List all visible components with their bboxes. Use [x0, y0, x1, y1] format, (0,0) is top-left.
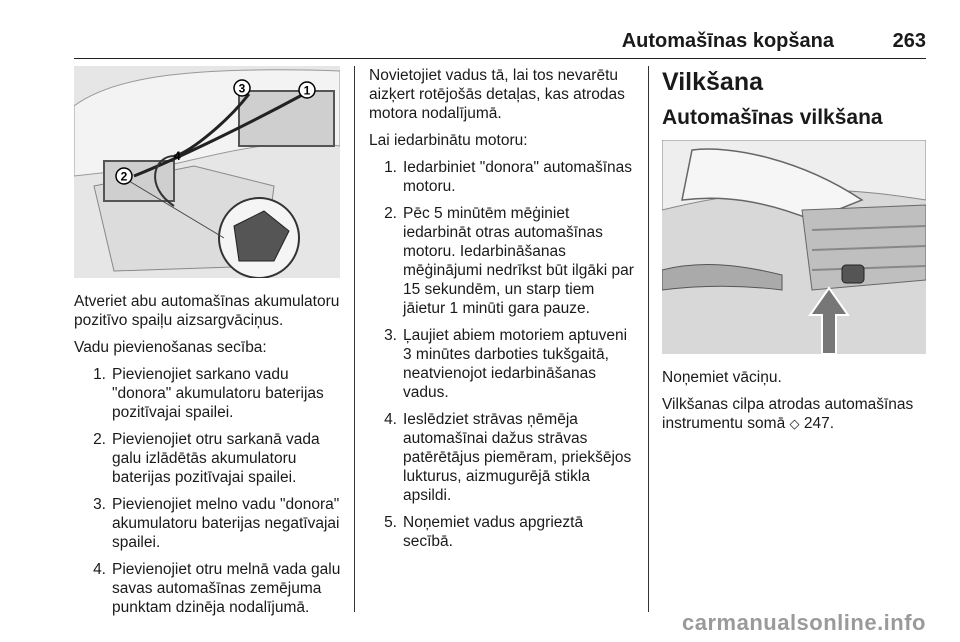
section-title: Vilkšana	[662, 68, 764, 96]
svg-text:1: 1	[303, 83, 311, 98]
watermark: carmanualsonline.info	[682, 610, 926, 635]
page-number: 263	[892, 30, 926, 52]
subsection-title: Automašīnas vilkšana	[662, 106, 883, 129]
list-item: 3. Pievienojiet melno vadu "donora" akumulatoru baterijas negatīvajai spailei.	[93, 496, 340, 551]
svg-text:2: 2	[120, 169, 128, 184]
start-steps	[369, 158, 637, 551]
order-heading: Vadu pievienošanas secība:	[74, 339, 267, 356]
column-2	[369, 66, 637, 559]
callout-4	[174, 149, 181, 163]
figure-caption: Noņemiet vāciņu.	[662, 369, 782, 386]
reference-arrow-icon: ◇	[789, 416, 800, 431]
callout-2	[116, 168, 132, 184]
towing-eye-location	[662, 395, 926, 433]
towing-eye-figure	[662, 140, 926, 354]
list-item: 2. Pēc 5 minūtēm mēģiniet iedarbināt otras automašīnas motoru. Iedarbināšanas mēģinājumi nedrīkst būt ilgāki par 15 sekundēm, un starp tiem jāietur 1 minūti gara pauze.	[384, 205, 634, 317]
list-item: 4. Pievienojiet otru melnā vada galu savas automašīnas zemējuma punktam dzinēja nodalījumā.	[93, 561, 341, 616]
column-divider-2	[648, 66, 649, 612]
list-item: 5. Noņemiet vadus apgrieztā secībā.	[384, 514, 584, 550]
jump-start-figure	[74, 66, 340, 278]
list-item: 1. Pievienojiet sarkano vadu "donora" akumulatoru baterijas pozitīvajai spailei.	[93, 366, 324, 421]
column-1	[74, 66, 342, 625]
callout-3	[234, 80, 250, 96]
callout-1	[299, 82, 315, 98]
connection-steps	[74, 365, 342, 617]
list-item: 4. Ieslēdziet strāvas ņēmēja automašīnai dažus strāvas patērētājus piemēram, priekšējos lukturus, aizmugurējā stikla apsildi.	[384, 411, 632, 504]
reference-page[interactable]: 247.	[803, 415, 834, 432]
svg-text:3: 3	[238, 81, 246, 96]
page-header	[74, 18, 926, 59]
list-item: 1. Iedarbiniet "donora" automašīnas motoru.	[384, 159, 633, 195]
towing-eye-text: Vilkšanas cilpa atrodas automašīnas instrumentu somā	[662, 396, 914, 432]
start-heading: Lai iedarbinātu motoru:	[369, 132, 528, 149]
cable-placement-paragraph: Novietojiet vadus tā, lai tos nevarētu aizķert rotējošās detaļas, kas atrodas motora nodalījumā.	[369, 67, 625, 122]
column-divider-1	[354, 66, 355, 612]
list-item: 2. Pievienojiet otru sarkanā vada galu izlādētās akumulatoru baterijas pozitīvajai spailei.	[93, 431, 320, 486]
column-3	[662, 66, 926, 441]
svg-text:4: 4	[174, 149, 181, 163]
page-header-title: Automašīnas kopšana	[621, 30, 834, 52]
intro-paragraph: Atveriet abu automašīnas akumulatoru pozitīvo spaiļu aizsargvāciņus.	[74, 293, 340, 329]
list-item: 3. Ļaujiet abiem motoriem aptuveni 3 minūtes darboties tukšgaitā, neatvienojot iedarbināšanas vadus.	[384, 327, 628, 401]
